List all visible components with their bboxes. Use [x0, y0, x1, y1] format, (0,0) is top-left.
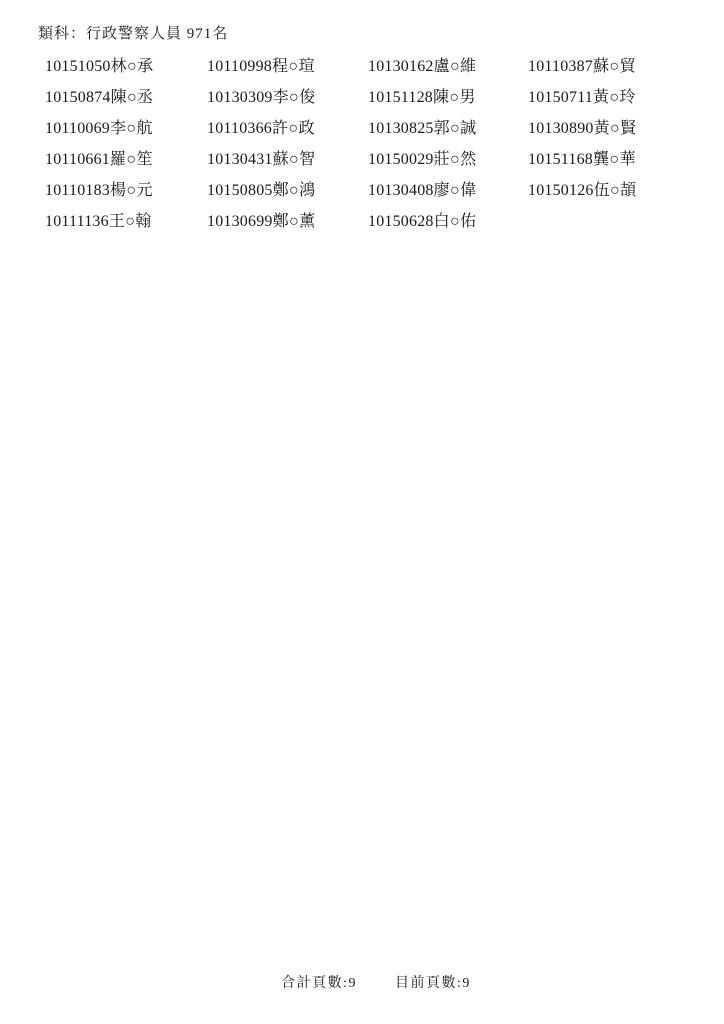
examinee-id: 10130162 — [368, 58, 434, 75]
category-header: 類科：行政警察人員 971名 — [38, 26, 229, 42]
examinee-id: 10150711 — [528, 89, 594, 106]
examinee-entry — [368, 212, 528, 243]
examinee-name: 鄭○鴻 — [272, 182, 316, 199]
examinee-entry — [368, 57, 528, 88]
examinee-name: 陳○男 — [433, 89, 476, 106]
examinee-id: 10110183 — [45, 182, 111, 199]
examinee-id: 10150126 — [528, 182, 594, 199]
examinee-id: 10150628 — [368, 213, 434, 230]
examinee-name: 蘇○貿 — [593, 58, 636, 75]
examinee-entry — [528, 88, 689, 119]
examinee-id: 10150805 — [207, 182, 273, 199]
examinee-entry — [528, 150, 689, 181]
examinee-entry — [368, 150, 528, 181]
examinee-name: 黃○賢 — [593, 120, 637, 137]
examinee-id: 10151168 — [528, 151, 594, 168]
examinee-id: 10150874 — [45, 89, 111, 106]
examinee-id: 10110998 — [207, 58, 273, 75]
total-pages-label: 合計頁數:9 — [281, 976, 357, 991]
examinee-entry — [207, 119, 368, 150]
examinee-name: 楊○元 — [110, 182, 153, 199]
examinee-entry — [207, 181, 368, 212]
examinee-name: 白○佑 — [433, 213, 477, 230]
examinee-name: 李○航 — [110, 120, 153, 137]
current-page-label: 目前頁數:9 — [395, 976, 471, 991]
examinee-name: 王○翰 — [108, 213, 152, 230]
examinee-id: 10130431 — [207, 151, 273, 168]
examinee-id: 10110387 — [528, 58, 594, 75]
examinee-name: 黃○玲 — [593, 89, 636, 106]
examinee-id: 10151050 — [45, 58, 111, 75]
examinee-entry — [368, 119, 528, 150]
examinee-id: 10110069 — [45, 120, 111, 137]
examinee-id: 10130309 — [207, 89, 273, 106]
examinee-entry — [207, 212, 368, 243]
examinee-entry — [45, 57, 207, 88]
examinee-name: 郭○誠 — [433, 120, 477, 137]
examinee-id: 10151128 — [368, 89, 434, 106]
examinee-id: 10130825 — [368, 120, 434, 137]
examinee-id: 10111136 — [45, 213, 109, 230]
examinee-entry — [368, 88, 528, 119]
examinee-entry — [368, 181, 528, 212]
examinee-entry — [207, 88, 368, 119]
page-footer — [0, 972, 724, 992]
examinee-entry — [45, 181, 207, 212]
examinee-name: 龔○華 — [593, 151, 636, 168]
examinee-name: 盧○維 — [433, 58, 477, 75]
examinee-name: 許○政 — [272, 120, 315, 137]
examinee-entry — [207, 57, 368, 88]
examinee-name: 伍○頡 — [593, 182, 637, 199]
examinee-id: 10130890 — [528, 120, 594, 137]
examinee-entry — [45, 212, 207, 243]
examinee-id: 10110661 — [45, 151, 111, 168]
examinee-id: 10150029 — [368, 151, 434, 168]
examinee-name: 李○俊 — [272, 89, 316, 106]
examinee-id: 10110366 — [207, 120, 273, 137]
examinee-id: 10130408 — [368, 182, 434, 199]
examinee-id: 10130699 — [207, 213, 273, 230]
examinee-entry — [45, 88, 207, 119]
examinee-name: 陳○丞 — [110, 89, 154, 106]
examinee-name: 莊○然 — [433, 151, 477, 168]
examinee-entry — [528, 57, 689, 88]
examinee-entry — [207, 150, 368, 181]
examinee-entry — [528, 181, 689, 212]
examinee-name: 程○瑄 — [272, 58, 315, 75]
examinee-name: 林○承 — [110, 58, 154, 75]
examinee-entry — [45, 150, 207, 181]
examinee-name: 廖○偉 — [433, 182, 477, 199]
examinee-name: 羅○笙 — [110, 151, 153, 168]
examinee-name: 鄭○薰 — [272, 213, 316, 230]
examinee-entry — [45, 119, 207, 150]
examinee-name: 蘇○智 — [272, 151, 316, 168]
examinee-list — [45, 57, 689, 243]
examinee-entry — [528, 119, 689, 150]
